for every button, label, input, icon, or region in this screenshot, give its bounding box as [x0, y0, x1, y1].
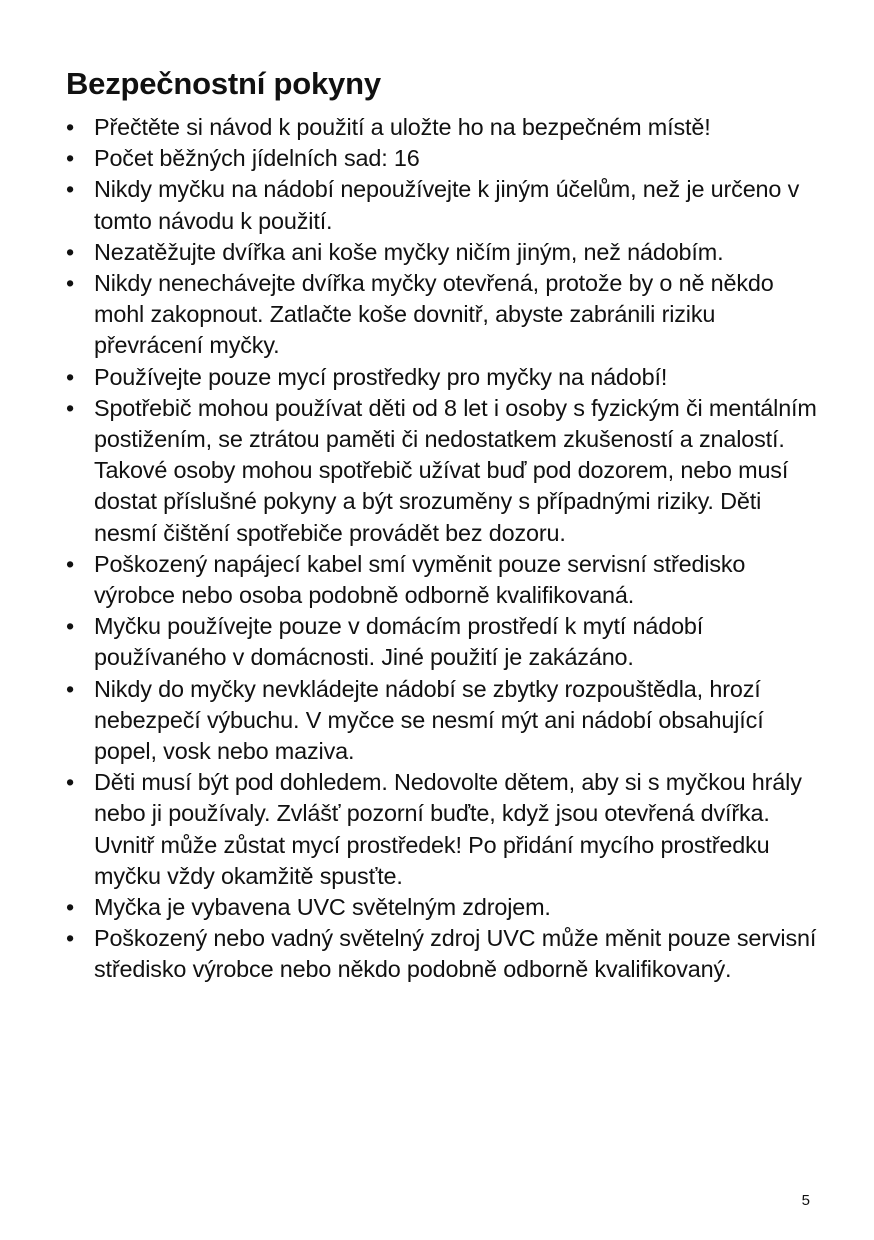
list-item	[66, 674, 826, 768]
list-item	[66, 767, 826, 892]
list-item-text: Používejte pouze mycí prostředky pro myčky na nádobí!	[94, 363, 668, 390]
list-item	[66, 143, 826, 174]
list-item-text: Nikdy nenechávejte dvířka myčky otevřená, protože by o ně někdo mohl zakopnout. Zatlačte koše dovnitř, abyste zabránili riziku převrácení myčky.	[94, 270, 774, 359]
page-number: 5	[801, 1192, 810, 1209]
list-item	[66, 237, 826, 268]
bullet: •	[66, 270, 75, 297]
bullet: •	[66, 925, 75, 952]
list-item-text: Přečtěte si návod k použití a uložte ho na bezpečném místě!	[94, 114, 711, 140]
list-item-text: Děti musí být pod dohledem. Nedovolte dětem, aby si s myčkou hrály nebo ji používaly. Zvlášť pozorní buďte, když jsou otevřená dvířka. Uvnitř může zůstat mycí prostředek! Po přidání mycího prostředku myčku vždy okamžitě spusťte.	[94, 769, 802, 889]
list-item	[66, 268, 826, 362]
list-item-text: Poškozený napájecí kabel smí vyměnit pouze servisní středisko výrobce nebo osoba podobně odborně kvalifikovaná.	[94, 550, 746, 609]
safety-instructions-list	[66, 112, 826, 986]
list-item	[66, 362, 826, 393]
bullet: •	[66, 613, 75, 640]
list-item	[66, 174, 826, 236]
list-item-text: Nikdy myčku na nádobí nepoužívejte k jiným účelům, než je určeno v tomto návodu k použití.	[94, 176, 800, 234]
bullet: •	[66, 363, 75, 390]
list-item-text: Myčka je vybavena UVC světelným zdrojem.	[94, 894, 551, 921]
bullet: •	[66, 176, 75, 203]
list-item-text: Myčku používejte pouze v domácím prostředí k mytí nádobí používaného v domácnosti. Jiné použití je zakázáno.	[94, 613, 704, 671]
list-item	[66, 923, 826, 985]
bullet: •	[66, 238, 75, 265]
bullet: •	[66, 675, 75, 702]
list-item	[66, 393, 826, 549]
bullet: •	[66, 145, 75, 172]
bullet: •	[66, 394, 75, 421]
list-item-text: Počet běžných jídelních sad: 16	[94, 145, 420, 172]
bullet: •	[66, 550, 75, 577]
list-item	[66, 611, 826, 673]
list-item	[66, 549, 826, 611]
list-item-text: Spotřebič mohou používat děti od 8 let i osoby s fyzickým či mentálním postižením, se ztrátou paměti či nedostatkem zkušeností a znalostí. Takové osoby mohou spotřebič užívat buď pod dozorem, nebo musí dostat příslušné pokyny a být srozuměny s případnými riziky. Děti nesmí čištění spotřebiče provádět bez dozoru.	[94, 394, 817, 546]
page-title: Bezpečnostní pokyny	[66, 66, 381, 101]
list-item	[66, 112, 826, 143]
bullet: •	[66, 769, 75, 796]
list-item	[66, 892, 826, 923]
bullet: •	[66, 114, 75, 140]
list-item-text: Nezatěžujte dvířka ani koše myčky ničím jiným, než nádobím.	[94, 238, 724, 265]
list-item-text: Nikdy do myčky nevkládejte nádobí se zbytky rozpouštědla, hrozí nebezpečí výbuchu. V myčce se nesmí mýt ani nádobí obsahující popel, vosk nebo maziva.	[94, 675, 764, 765]
list-item-text: Poškozený nebo vadný světelný zdroj UVC může měnit pouze servisní středisko výrobce nebo někdo podobně odborně kvalifikovaný.	[94, 925, 817, 983]
bullet: •	[66, 894, 75, 921]
